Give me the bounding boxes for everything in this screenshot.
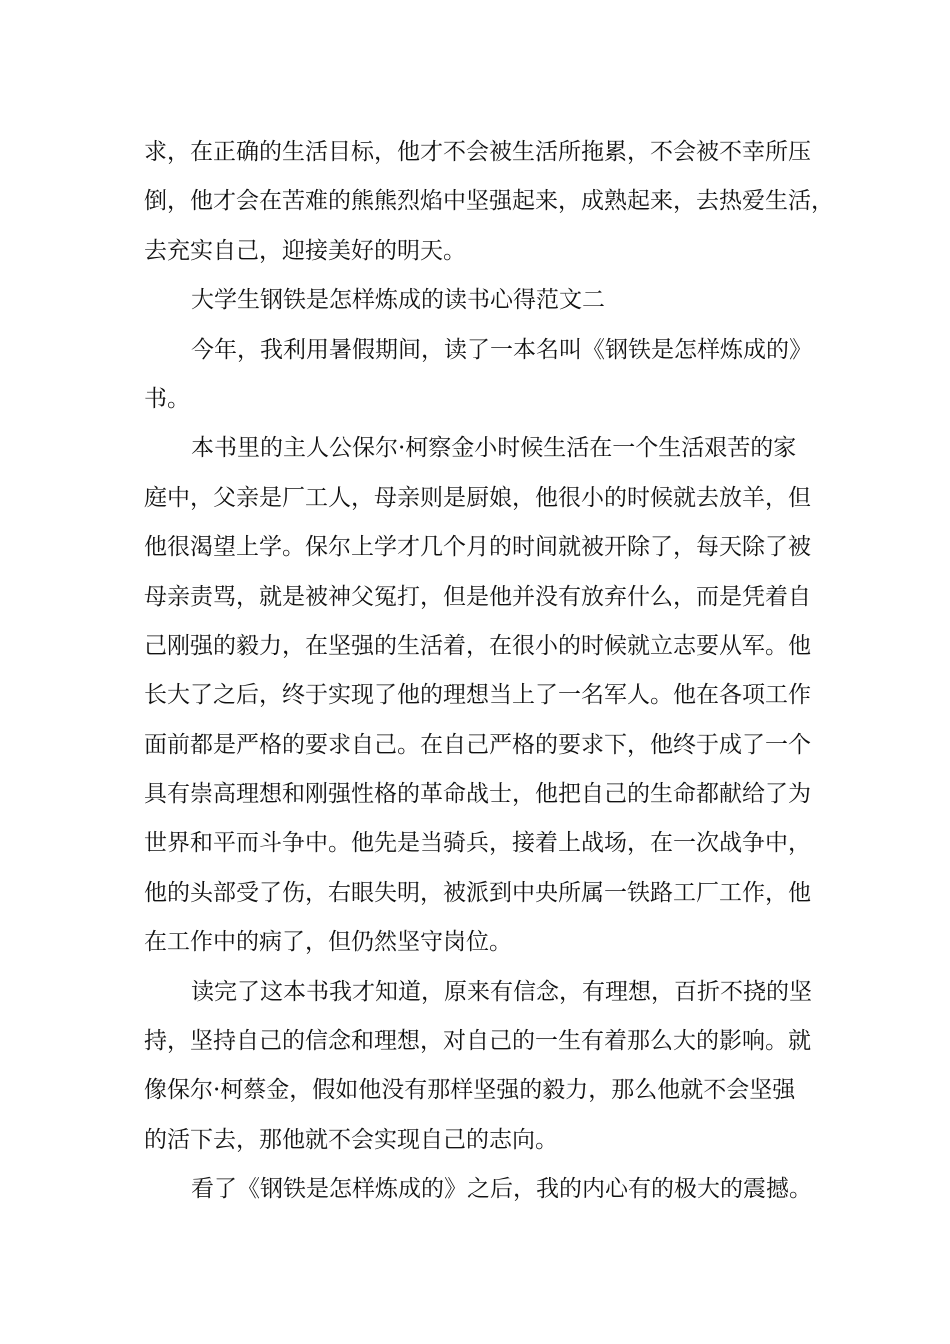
heading-line: 大学生钢铁是怎样炼成的读书心得范文二 [191,287,605,314]
text-line: 长大了之后，终于实现了他的理想当上了一名军人。他在各项工作 [144,682,811,709]
paragraph-5 [144,968,824,1166]
text-line: 世界和平而斗争中。他先是当骑兵，接着上战场，在一次战争中， [144,830,811,857]
text-line: 读完了这本书我才知道，原来有信念，有理想，百折不挠的坚 [191,978,812,1005]
text-line: 今年，我利用暑假期间，读了一本名叫《钢铁是怎样炼成的》 [191,336,812,363]
text-line: 书。 [144,385,190,412]
text-line: 求，在正确的生活目标，他才不会被生活所拖累，不会被不幸所压 [144,139,811,165]
text-line: 持，坚持自己的信念和理想，对自己的一生有着那么大的影响。就 [144,1028,811,1055]
text-line: 母亲责骂，就是被神父冤打，但是他并没有放弃什么，而是凭着自 [144,583,811,610]
text-line: 看了《钢铁是怎样炼成的》之后，我的内心有的极大的震撼。 [191,1176,812,1203]
text-line: 倒，他才会在苦难的熊熊烈焰中坚强起来，成熟起来，去热爱生活， [144,188,834,215]
text-line: 像保尔·柯蔡金，假如他没有那样坚强的毅力，那么他就不会坚强 [144,1077,796,1104]
paragraph-6 [144,1165,824,1214]
text-line: 己刚强的毅力，在坚强的生活着，在很小的时候就立志要从军。他 [144,632,811,659]
text-line: 具有崇高理想和刚强性格的革命战士，他把自己的生命都献给了为 [144,781,811,808]
text-line: 本书里的主人公保尔·柯察金小时候生活在一个生活艰苦的家 [191,435,797,462]
section-heading [144,276,824,325]
text-line: 的活下去，那他就不会实现自己的志向。 [144,1126,558,1153]
document-body [144,128,834,1215]
paragraph-1 [144,128,834,276]
text-line: 他很渴望上学。保尔上学才几个月的时间就被开除了，每天除了被 [144,534,811,561]
text-line: 去充实自己，迎接美好的明天。 [144,237,466,264]
paragraph-4 [144,424,824,967]
text-line: 他的头部受了伤，右眼失明，被派到中央所属一铁路工厂工作，他 [144,879,811,906]
text-line: 在工作中的病了，但仍然坚守岗位。 [144,929,512,956]
text-line: 面前都是严格的要求自己。在自己严格的要求下，他终于成了一个 [144,731,811,758]
paragraph-3 [144,326,824,425]
text-line: 庭中，父亲是厂工人，母亲则是厨娘，他很小的时候就去放羊，但 [144,484,811,511]
